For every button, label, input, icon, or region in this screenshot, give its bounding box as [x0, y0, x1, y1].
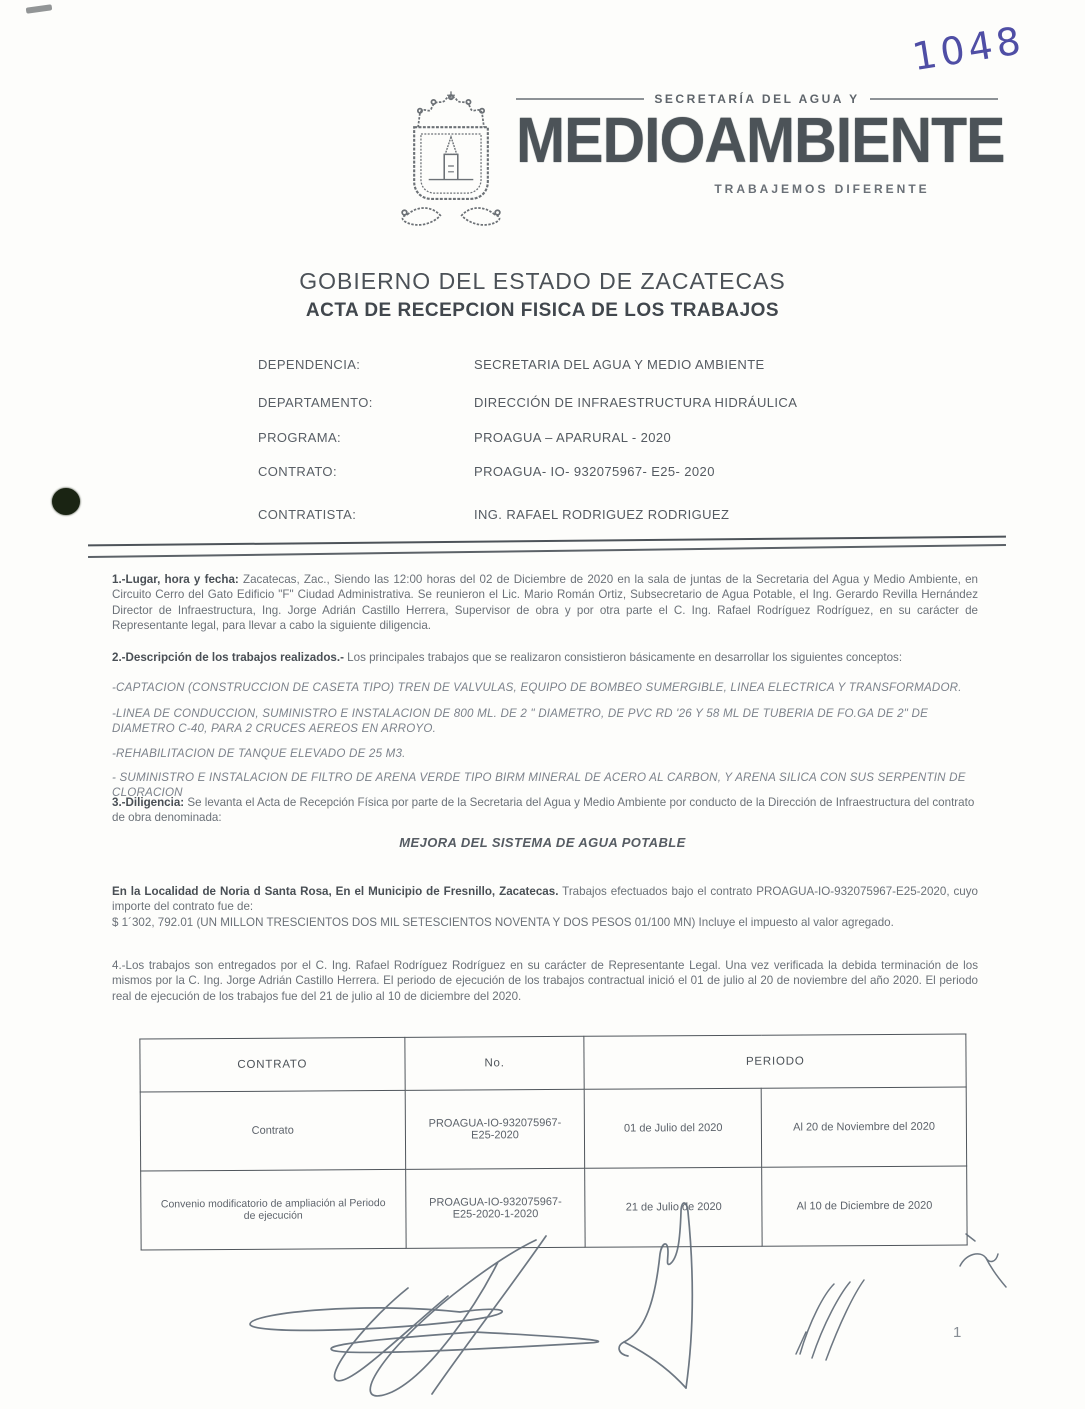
field-programa — [258, 430, 998, 445]
field-value: SECRETARIA DEL AGUA Y MEDIO AMBIENTE — [474, 357, 765, 372]
scan-artifact-speck — [26, 4, 53, 14]
zacatecas-coat-of-arms-icon — [388, 88, 514, 244]
concept-item-linea-conduccion: -LINEA DE CONDUCCION, SUMINISTRO E INSTALACION DE 800 ML. DE 2 " DIAMETRO, DE PVC RD '26 Y 58 ML DE TUBERIA DE FO.GA DE 2" DE DIAMETRO C-40, PARA 2 CRUCES AEREOS EN ARROYO. — [112, 707, 929, 736]
paragraph-lead: En la Localidad de Noria d Santa Rosa, En el Municipio de Fresnillo, Zacatecas. — [112, 885, 559, 898]
cell-contract-type: Contrato — [140, 1090, 405, 1171]
cell-period-end: Al 10 de Diciembre de 2020 — [762, 1166, 967, 1246]
field-departamento — [258, 395, 998, 410]
work-title: MEJORA DEL SISTEMA DE AGUA POTABLE — [399, 835, 686, 850]
paragraph-lead: 2.-Descripción de los trabajos realizados.- — [112, 651, 344, 664]
horizontal-rule-bottom — [88, 544, 1006, 558]
field-label: DEPARTAMENTO: — [258, 395, 373, 410]
paragraph-diligencia — [112, 795, 978, 826]
cell-contract-type: Convenio modificatorio de ampliación al Periodo de ejecución — [141, 1169, 406, 1250]
field-contrato — [258, 464, 998, 479]
agency-logo — [388, 84, 1005, 244]
header-no: No. — [405, 1036, 585, 1090]
cell-contract-number: PROAGUA-IO-932075967-E25-2020 — [405, 1089, 585, 1169]
ink-blot-artifact — [52, 488, 80, 515]
brand-top-text: SECRETARÍA DEL AGUA Y — [654, 92, 860, 106]
paragraph-text: Los principales trabajos que se realizaron consistieron básicamente en desarrollar los siguientes conceptos: — [343, 651, 903, 664]
field-label: CONTRATISTA: — [258, 507, 357, 522]
handwritten-folio-number: 1048 — [909, 18, 1028, 80]
cell-period-start: 21 de Julio de 2020 — [585, 1167, 762, 1247]
paragraph-localidad — [112, 884, 978, 930]
page-number: 1 — [953, 1324, 962, 1341]
field-label: PROGRAMA: — [258, 430, 342, 445]
contract-periods-table — [139, 1033, 967, 1250]
cell-contract-number: PROAGUA-IO-932075967-E25-2020-1-2020 — [405, 1168, 585, 1248]
header-rule-left — [516, 98, 644, 100]
concept-item-captacion: -CAPTACION (CONSTRUCCION DE CASETA TIPO) TREN DE VALVULAS, EQUIPO DE BOMBEO SUMERGIBLE, LINEA ELECTRICA Y TRANSFORMADOR. — [112, 681, 962, 694]
field-dependencia — [258, 357, 998, 372]
contract-amount: $ 1´302, 792.01 (UN MILLON TRESCIENTOS DOS MIL SETESCIENTOS NOVENTA Y DOS PESOS 01/100 MN) Incluye el impuesto al valor agregado. — [112, 915, 894, 929]
acta-title: ACTA DE RECEPCION FISICA DE LOS TRABAJOS — [305, 300, 780, 321]
brand-tagline: TRABAJEMOS DIFERENTE — [714, 182, 930, 197]
government-title: GOBIERNO DEL ESTADO DE ZACATECAS — [299, 268, 786, 294]
header-rule-right — [870, 98, 998, 100]
signature-representante-legal — [250, 1236, 598, 1396]
field-label: CONTRATO: — [258, 464, 337, 479]
field-contratista — [258, 507, 998, 522]
cell-period-end: Al 20 de Noviembre del 2020 — [761, 1087, 966, 1167]
cell-period-start: 01 de Julio del 2020 — [585, 1088, 762, 1168]
paragraph-descripcion-trabajos — [112, 650, 978, 665]
concept-item-filtro: - SUMINISTRO E INSTALACION DE FILTRO DE ARENA VERDE TIPO BIRM MINERAL DE ACERO AL CARBON, Y ARENA SILICA CON SUS SERPENTIN DE CLORACION — [112, 771, 966, 800]
header-periodo: PERIODO — [584, 1034, 966, 1089]
concept-item-rehabilitacion: -REHABILITACION DE TANQUE ELEVADO DE 25 M3. — [112, 747, 406, 760]
table-header-row — [140, 1034, 966, 1092]
field-value: DIRECCIÓN DE INFRAESTRUCTURA HIDRÁULICA — [474, 395, 798, 410]
table-row — [140, 1087, 966, 1171]
header-contrato: CONTRATO — [140, 1037, 405, 1092]
document-title-block — [0, 268, 1085, 322]
paragraph-text: Trabajos efectuados bajo el contrato PROAGUA-IO-932075967-E25-2020, cuyo importe del contrato fue de: — [112, 885, 978, 914]
paragraph-text: Se levanta el Acta de Recepción Física por parte de la Secretaria del Agua y Medio Ambiente por conducto de la Dirección de Infraestructura del contrato de obra denominada: — [112, 796, 975, 825]
paragraph-entrega-trabajos: 4.-Los trabajos son entregados por el C. Ing. Rafael Rodríguez Rodríguez en su carácter de Representante Legal. Una vez verificada la debida terminación de los mismos por la C. Ing. Jorge Adrián Castillo Herrera. El periodo de ejecución de los trabajos contractual inició el 01 de julio al 20 de noviembre del año 2020. El periodo real de ejecución de los trabajos fue del 21 de julio al 10 de diciembre del 2020. — [112, 959, 978, 1003]
field-value: PROAGUA- IO- 932075967- E25- 2020 — [474, 464, 715, 479]
paragraph-lugar-hora-fecha — [112, 572, 978, 634]
brand-wordmark: MEDIOAMBIENTE — [516, 104, 1005, 177]
field-label: DEPENDENCIA: — [258, 357, 361, 372]
table-row — [141, 1166, 967, 1250]
paragraph-text: Zacatecas, Zac., Siendo las 12:00 horas del 02 de Diciembre de 2020 en la sala de juntas de la Secretaria del Agua y Medio Ambiente, en Circuito Cerro del Gato Edificio "F" Ciudad Administrativa. Se reunieron el Lic. Mario Román Ortiz, Subsecretario de Agua Potable, el Ing. Gerardo Revilla Hernández Director de Infraestructura, Ing. Jorge Adrián Castillo Herrera, Supervisor de obra y por otra parte el C. Ing. Rafael Rodríguez Rodríguez, en su carácter de Representante legal, para llevar a cabo la siguiente diligencia. — [112, 573, 978, 633]
field-value: PROAGUA – APARURAL - 2020 — [474, 430, 672, 445]
field-value: ING. RAFAEL RODRIGUEZ RODRIGUEZ — [474, 507, 730, 522]
paragraph-lead: 3.-Diligencia: — [112, 796, 185, 809]
paragraph-lead: 1.-Lugar, hora y fecha: — [112, 573, 239, 586]
signature-initials-hatch — [796, 1280, 864, 1360]
